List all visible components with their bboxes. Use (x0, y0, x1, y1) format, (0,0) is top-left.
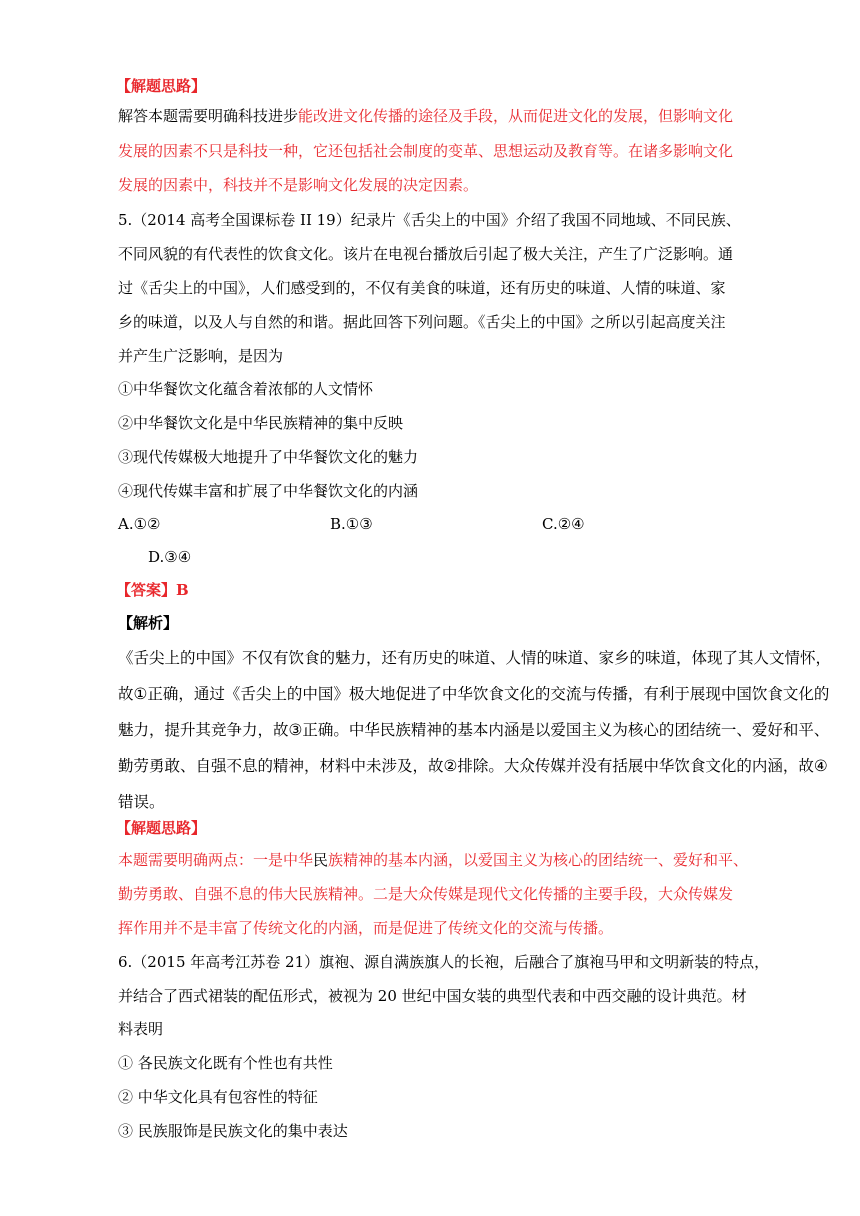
section-heading-thinking: 【解题思路】 (116, 819, 207, 837)
question-text-line: 6.（2015 年高考江苏卷 21）旗袍、源自满族旗人的长袍，后融合了旗袍马甲和文明新装的特点， (118, 953, 770, 971)
analysis-line: 魅力，提升其竞争力，故③正确。中华民族精神的基本内涵是以爱国主义为核心的团结统一、爱好和平、 (118, 721, 830, 739)
question-text-line: 并产生广泛影响，是因为 (118, 347, 284, 365)
statement-item: ① 各民族文化既有个性也有共性 (118, 1054, 333, 1072)
question-text-line: 料表明 (118, 1020, 164, 1038)
option-d: D.③④ (148, 548, 192, 566)
thinking-text-red: 本题需要明确两点：一是中华 (118, 851, 314, 869)
question-text-line: 5.（2014 高考全国课标卷 II 19）纪录片《舌尖上的中国》介绍了我国不同地域、不同民族、 (118, 211, 741, 229)
analysis-line: 错误。 (118, 793, 165, 811)
analysis-line: 《舌尖上的中国》不仅有饮食的魅力，还有历史的味道、人情的味道、家乡的味道，体现了其人文情怀， (118, 649, 832, 667)
option-b: B.①③ (330, 515, 373, 533)
thinking-paragraph-line: 挥作用并不是丰富了传统文化的内涵，而是促进了传统文化的交流与传播。 (118, 919, 614, 937)
thinking-paragraph-line: 勤劳勇敢、自强不息的伟大民族精神。二是大众传媒是现代文化传播的主要手段，大众传媒发 (118, 885, 734, 903)
answer-label: 【答案】B (116, 581, 189, 599)
analysis-heading: 【解析】 (118, 614, 179, 632)
question-text-line: 过《舌尖上的中国》，人们感受到的，不仅有美食的味道，还有历史的味道、人情的味道、家 (118, 279, 726, 297)
option-a: A.①② (118, 515, 161, 533)
analysis-line: 勤劳勇敢、自强不息的精神，材料中未涉及，故②排除。大众传媒并没有括展中华饮食文化的内涵，故④ (118, 757, 828, 775)
statement-item: ② 中华文化具有包容性的特征 (118, 1088, 318, 1106)
thinking-text-red: 族精神的基本内涵，以爱国主义为核心的团结统一、爱好和平、 (328, 851, 749, 869)
thinking-paragraph-line: 发展的因素不只是科技一种，它还包括社会制度的变革、思想运动及教育等。在诸多影响文化 (118, 142, 734, 160)
thinking-text-black: 民 (313, 851, 329, 869)
thinking-paragraph-line (118, 850, 748, 870)
statement-item: ④现代传媒丰富和扩展了中华餐饮文化的内涵 (118, 482, 419, 500)
thinking-paragraph-line: 发展的因素中，科技并不是影响文化发展的决定因素。 (118, 176, 479, 194)
question-text-line: 不同风貌的有代表性的饮食文化。该片在电视台播放后引起了极大关注，产生了广泛影响。通 (118, 245, 734, 263)
question-text-line: 并结合了西式裙装的配伍形式，被视为 20 世纪中国女装的典型代表和中西交融的设计典范。材 (118, 987, 747, 1005)
question-text-line: 乡的味道，以及人与自然的和谐。据此回答下列问题。《舌尖上的中国》之所以引起高度关注 (118, 313, 726, 331)
section-heading-thinking: 【解题思路】 (116, 77, 207, 95)
statement-item: ③现代传媒极大地提升了中华餐饮文化的魅力 (118, 448, 419, 466)
analysis-line: 故①正确，通过《舌尖上的中国》极大地促进了中华饮食文化的交流与传播，有利于展现中国饮食文化的 (118, 685, 830, 703)
thinking-text-black: 解答本题需要明确科技进步 (118, 107, 299, 125)
statement-item: ①中华餐饮文化蕴含着浓郁的人文情怀 (118, 380, 374, 398)
statement-item: ②中华餐饮文化是中华民族精神的集中反映 (118, 414, 404, 432)
thinking-text-red: 能改进文化传播的途径及手段，从而促进文化的发展，但影响文化 (298, 107, 734, 125)
option-c: C.②④ (542, 515, 585, 533)
statement-item: ③ 民族服饰是民族文化的集中表达 (118, 1122, 348, 1140)
thinking-paragraph-line (118, 106, 733, 126)
